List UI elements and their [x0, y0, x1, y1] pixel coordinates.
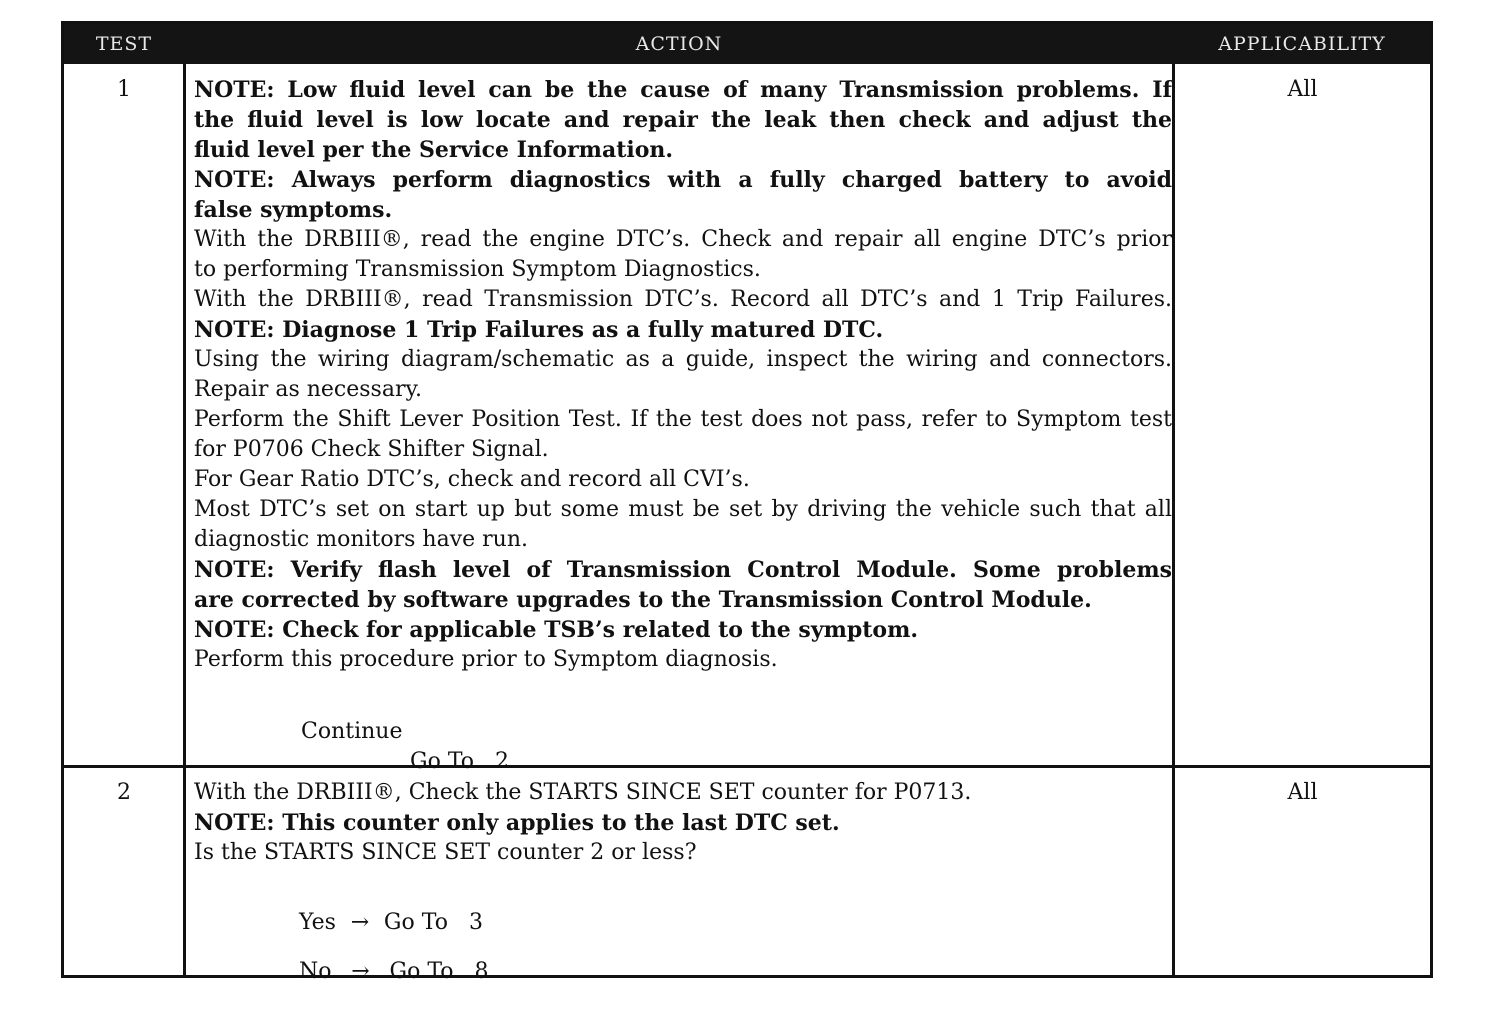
header-applicability: APPLICABILITY: [1218, 33, 1386, 55]
action-line: NOTE: This counter only applies to the last DTC set.: [194, 810, 840, 836]
table-header: [64, 24, 1430, 64]
table-row: [64, 65, 1430, 774]
action-line: For Gear Ratio DTC’s, check and record all CVI’s.: [194, 467, 750, 492]
action-line: Is the STARTS SINCE SET counter 2 or less?: [194, 840, 697, 865]
action-line: diagnostic monitors have run.: [194, 527, 528, 552]
action-line: Using the wiring diagram/schematic as a guide, inspect the wiring and connectors.: [194, 347, 1172, 372]
table-row: [64, 768, 1430, 984]
goto-target: 2: [495, 749, 510, 774]
action-line: for P0706 Check Shifter Signal.: [194, 437, 549, 462]
yes-label: Yes: [299, 910, 336, 935]
action-line: the fluid level is low locate and repair the leak then check and adjust the: [194, 107, 1172, 133]
action-line: Most DTC’s set on start up but some must be set by driving the vehicle such that all: [194, 497, 1172, 522]
test-number: 2: [117, 780, 131, 805]
header-action: ACTION: [635, 33, 723, 55]
action-line: NOTE: Always perform diagnostics with a fully charged battery to avoid: [194, 167, 1172, 193]
diagnostic-table: [61, 21, 1433, 984]
no-label: No: [299, 959, 332, 984]
action-line: With the DRBIII®, Check the STARTS SINCE SET counter for P0713.: [194, 780, 972, 805]
action-line: Repair as necessary.: [194, 377, 422, 402]
action-line: NOTE: Low fluid level can be the cause of many Transmission problems. If: [194, 77, 1172, 103]
goto-label: Go To: [410, 749, 475, 774]
action-cell: [194, 75, 1172, 675]
applicability-value: All: [1287, 77, 1318, 102]
header-test: TEST: [95, 33, 153, 55]
yes-result: [299, 908, 483, 938]
action-line: fluid level per the Service Information.: [194, 137, 674, 163]
action-line: Perform the Shift Lever Position Test. If the test does not pass, refer to Symptom test: [194, 407, 1172, 432]
action-line: to performing Transmission Symptom Diagnostics.: [194, 257, 761, 282]
action-cell: [194, 778, 1172, 868]
goto-label: Go To: [383, 910, 448, 935]
action-line: NOTE: Diagnose 1 Trip Failures as a fully matured DTC.: [194, 317, 884, 343]
no-result: [299, 957, 489, 987]
action-line: are corrected by software upgrades to the Transmission Control Module.: [194, 587, 1092, 613]
continue-label: Continue: [301, 719, 403, 744]
yes-target: 3: [468, 910, 483, 935]
test-number: 1: [117, 77, 131, 102]
action-line: Perform this procedure prior to Symptom diagnosis.: [194, 647, 778, 672]
action-line: With the DRBIII®, read the engine DTC’s. Check and repair all engine DTC’s prior: [194, 227, 1172, 252]
goto-label: Go To: [389, 959, 454, 984]
action-line: NOTE: Verify flash level of Transmission Control Module. Some problems: [194, 557, 1172, 583]
arrow-right-icon: →: [351, 959, 370, 984]
no-target: 8: [474, 959, 489, 984]
action-line: NOTE: Check for applicable TSB’s related to the symptom.: [194, 617, 919, 643]
applicability-value: All: [1287, 780, 1318, 805]
action-line: false symptoms.: [194, 197, 393, 223]
action-line: With the DRBIII®, read Transmission DTC’s. Record all DTC’s and 1 Trip Failures.: [194, 287, 1172, 312]
arrow-right-icon: →: [350, 910, 370, 935]
